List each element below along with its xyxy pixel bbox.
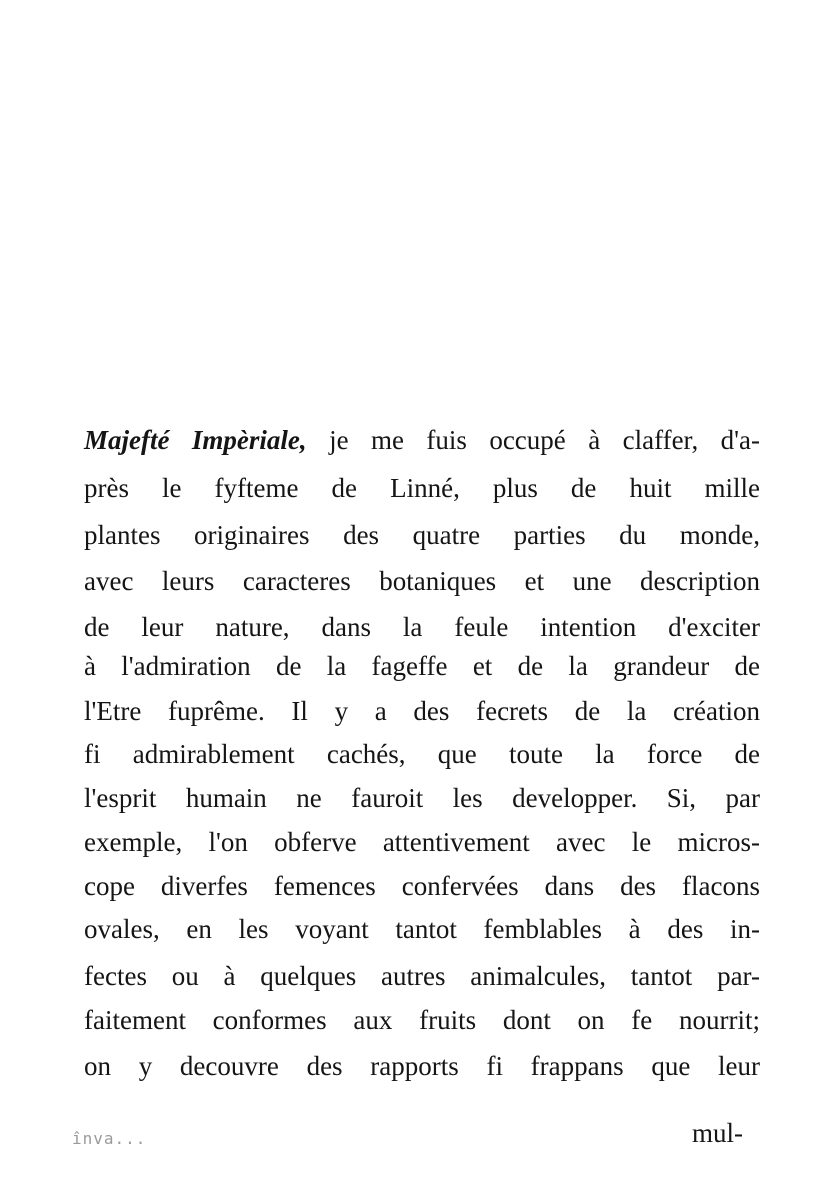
text-line: l'Etre fuprême. Il y a des fecrets de la création bbox=[84, 696, 760, 726]
text-line: près le fyfteme de Linné, plus de huit mille bbox=[84, 473, 760, 503]
text-line: on y decouvre des rapports fi frappans que leur bbox=[84, 1051, 760, 1081]
faded-smudge-text: înva... bbox=[72, 1129, 147, 1148]
text-line: de leur nature, dans la feule intention d'exciter bbox=[84, 612, 760, 642]
text-line: ovales, en les voyant tantot femblables à des in- bbox=[84, 914, 760, 944]
text-line: avec leurs caracteres botaniques et une description bbox=[84, 566, 760, 596]
text-line: à l'admiration de la fageffe et de la grandeur de bbox=[84, 651, 760, 681]
text-line bbox=[84, 425, 760, 455]
italic-lead: Majefté Impèriale, bbox=[84, 425, 307, 455]
text-line: cope diverfes femences confervées dans des flacons bbox=[84, 871, 760, 901]
line-text: je me fuis occupé à claffer, d'a- bbox=[306, 425, 760, 455]
text-line: plantes originaires des quatre parties du monde, bbox=[84, 520, 760, 550]
text-line: faitement conformes aux fruits dont on fe nourrit; bbox=[84, 1005, 760, 1035]
catchword: mul- bbox=[692, 1118, 743, 1148]
text-line: fectes ou à quelques autres animalcules, tantot par- bbox=[84, 961, 760, 991]
text-line: exemple, l'on obferve attentivement avec le micros- bbox=[84, 827, 760, 857]
text-line: fi admirablement cachés, que toute la force de bbox=[84, 739, 760, 769]
text-line: l'esprit humain ne fauroit les developper. Si, par bbox=[84, 783, 760, 813]
